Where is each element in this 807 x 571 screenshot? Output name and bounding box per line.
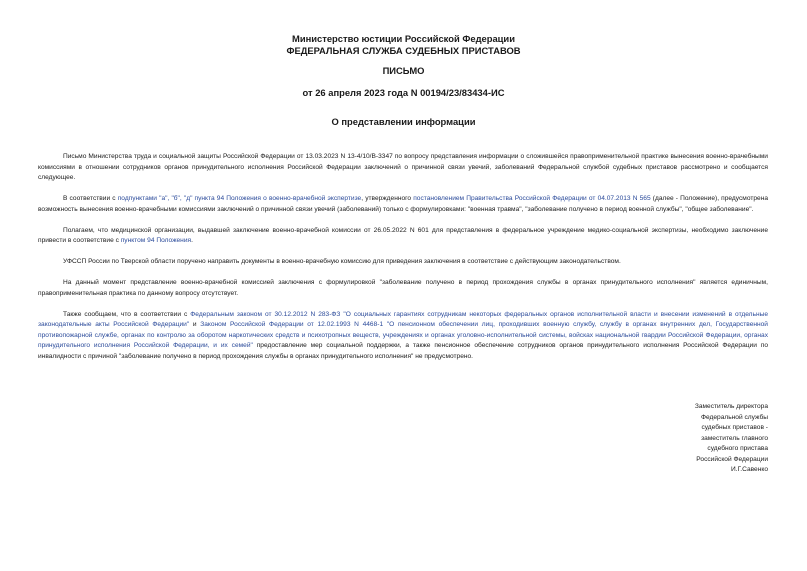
document-header: [0, 33, 807, 128]
paragraph-text: В соответствии с: [63, 195, 118, 202]
document-subject: О представлении информации: [331, 116, 476, 127]
paragraph-text: Также сообщаем, что в соответствии с: [63, 310, 191, 318]
link-government-resolution[interactable]: постановлением Правительства Российской Федерации от 04.07.2013 N 565: [413, 195, 651, 202]
document-type: ПИСЬМО: [382, 65, 425, 76]
link-law-4468-1[interactable]: Законом Российской Федерации от 12.02.1993 N 4468-1 "О пенсионном обеспечении лиц, проходивших военную службу, службу в органах внутренних дел, Государственной противопожарной службе, органах по контролю за оборотом наркотических средств и психотропных веществ, учреждениях и органах уголовно-исполнительной системы, войсках национальной гвардии Российской Федерации, органах принудительного исполнения Российской Федерации, и их семей": [38, 321, 768, 349]
signature-line: Российской Федерации: [696, 455, 768, 463]
signature-line: Заместитель директора: [694, 403, 768, 410]
paragraph-text: (далее - Положение), предусмотрена возможность вынесения военно-врачебными комиссиями заключений о причинной связи увечий (заболеваний) только с формулировками: "военная травма", "заболевание получено в период военной службы", "общее заболевание".: [38, 195, 769, 213]
paragraph-2: [38, 194, 768, 215]
paragraph-5: На данный момент представление военно-врачебной комиссией заключения с формулировкой "заболевание получено в период прохождения службы в органах принудительного исполнения" является единичным, правоприменительная практика по данному вопросу отсутствует.: [38, 279, 768, 297]
document-date-number: от 26 апреля 2023 года N 00194/23/83434-ИС: [302, 86, 505, 98]
document-body: [38, 152, 768, 373]
paragraph-4: УФССП России по Тверской области поручено направить документы в военно-врачебную комиссию для приведения заключения в соответствие с действующим законодательством.: [63, 258, 621, 265]
paragraph-text: , утвержденного: [361, 195, 414, 202]
paragraph-text: и: [189, 321, 201, 328]
signature-line: Федеральной службы: [700, 413, 768, 421]
paragraph-text: .: [191, 237, 193, 244]
link-regulation-point-94[interactable]: пунктом 94 Положения: [120, 237, 192, 244]
signatory-name: И.Г.Савенко: [730, 466, 768, 473]
service-name: ФЕДЕРАЛЬНАЯ СЛУЖБА СУДЕБНЫХ ПРИСТАВОВ: [286, 44, 521, 56]
paragraph-3: [38, 226, 768, 247]
ministry-name: Министерство юстиции Российской Федерации: [292, 33, 515, 44]
signature-line: судебных приставов -: [701, 424, 768, 431]
signature-block: [695, 402, 768, 476]
link-federal-law-283[interactable]: Федеральным законом от 30.12.2012 N 283-ФЗ "О социальных гарантиях сотрудникам некоторых федеральных органов исполнительной власти и внесении изменений в отдельные законодательные акты Российской Федерации": [38, 310, 769, 328]
paragraph-6: [38, 310, 768, 363]
paragraph-text: предоставление мер социальной поддержки, а также пенсионное обеспечение сотрудников органов принудительного исполнения Российской Федерации по инвалидности с причиной "заболевание получено в период прохождения службы в органах принудительного исполнения" не предусмотрено.: [38, 342, 768, 360]
paragraph-text: Полагаем, что медицинской организации, выдавшей заключение военно-врачебной комиссии от 26.05.2022 N 601 для представления в федеральное учреждение медико-социальной экспертизы, необходимо заключение привести в соответствие с: [38, 226, 768, 244]
paragraph-1: Письмо Министерства труда и социальной защиты Российской Федерации от 13.03.2023 N 13-4/10/В-3347 по вопросу представления информации о сложившейся правоприменительной практике вынесения военно-врачебными комиссиями в отношении сотрудников органов принудительного исполнения Российской Федерации заключений о причинной связи увечий, заболеваний Федеральной службой судебных приставов рассмотрено и сообщается следующее.: [38, 153, 768, 181]
link-military-medical-regulation[interactable]: подпунктами "а", "б", "д" пункта 94 Положения о военно-врачебной экспертизе: [117, 195, 362, 202]
signature-line: заместитель главного: [701, 434, 768, 442]
signature-line: судебного пристава: [707, 445, 768, 452]
